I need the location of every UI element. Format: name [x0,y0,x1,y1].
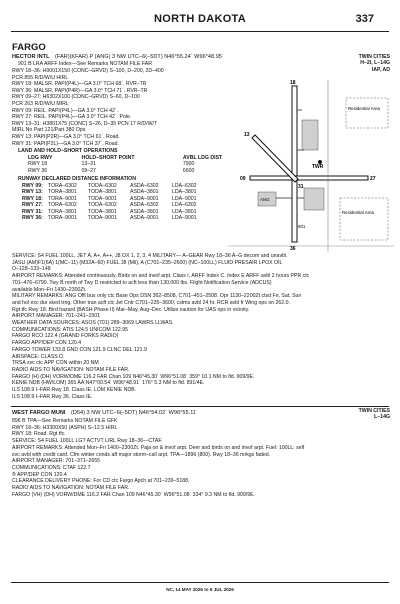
lahso-cell: 6600 [182,167,195,174]
declared-cell: ASDA–3801 [130,208,159,215]
lahso-cell: 7900 [182,161,195,168]
declared-cell: LDA–6302 [172,202,197,209]
rwy-line: RWY 27: REIL. PAPI(P4L)—GA 3.0° TCH 42´. Pole. [12,114,132,121]
declared-cell: LDA–3801 [172,208,197,215]
footer-date-range: NC, 14 MAY 2026 to 9 JUL 2026 [166,587,234,592]
declared-cell: TORA–3801 [48,189,77,196]
page-number: 337 [355,13,374,25]
lahso-header: HOLD–SHORT POINT [81,155,135,161]
region-label: TWIN CITIES [358,408,390,414]
declared-cell: LDA–6302 [172,183,197,189]
declared-cell: ASDA–3801 [130,189,159,196]
wf-line: RWY 18: Road. Rgt tfc. [12,431,66,438]
declared-cell: ASDA–6302 [130,202,159,209]
airport-diagram [228,80,394,252]
diagram-label: 31 [298,184,304,190]
remarks-line: and hol exc dur sked trng. Other tran acft ctc Jet Cntr C701–235–3600; cstms avbl 24 hr. RCR avbl fr Wing ops on 262.0. [12,299,290,306]
declared-cell: ASDA–9001 [130,195,159,202]
wf-line: ® APP/DEP CON 120.4 [12,471,67,478]
declared-cell: TODA–6302 [88,202,117,209]
declared-cell: RWY 18: [22,195,43,202]
wf-line: SERVICE: S4 FUEL 100LL LGT ACTVT LIRL Rwy 18–36—CTAF. [12,438,163,445]
header-rule [11,31,389,32]
hector-line2: 901 B LRA ARFF Index—See Remarks NOTAM FILE FAR [18,61,152,67]
wf-line: RADIO AIDS TO NAVIGATION: NOTAM FILE FAR. [12,485,130,492]
chart-label: H–2I, L–14G [360,60,390,67]
diagram-label: 09 [240,176,246,182]
remarks-line: available Mon–Fri 1430–2300Zt. [12,286,87,293]
rwy-line: RWY 09–27: H6302X100 (CONC–GRVD) S–60, D–100 [12,94,140,101]
info-line: AIRPORT MANAGER: 701–241–1501 [12,313,101,320]
diagram-label: Residential Area [348,106,380,111]
airport-title: WEST FARGO MUNI [12,410,66,416]
declared-cell: TODA–6302 [88,183,117,189]
rwy-line: RWY 18: MALSR. PAPI(P4L)—GA 3.0° TCH 68´. RVR–TR [12,81,147,88]
diagram-label: 36 [290,246,296,252]
wf-line: AIRPORT REMARKS: Attended Mon–Fri 1400–2300Zt. Paja on & invof arpt. Deer and birds on and invof arpt. Fuel: 100LL: self [12,444,305,451]
lahso-title: LAND AND HOLD–SHORT OPERATIONS [18,148,118,154]
rwy-line: RWY 36: MALSR. PAPI(P4R)—GA 3.0° TCH 71´. RVR–TR [12,87,148,94]
info-line: FARGO APP/DEP CON 120.4 [12,340,82,347]
info-line: COMMUNICATIONS: ATIS 124.5 UNICOM 122.95 [12,326,128,333]
west-fargo-block [12,418,392,498]
declared-distance-title: RUNWAY DECLARED DISTANCE INFORMATION [18,176,136,182]
wf-line: 896 B TPA—See Remarks NOTAM FILE GFK [12,418,118,424]
lahso-cell: RWY 36 [28,167,48,174]
declared-cell: TODA–3801 [88,208,117,215]
declared-cell: TORA–9001 [48,195,77,202]
diagram-label: ANG [260,197,270,202]
declared-cell: TODA–9001 [88,195,117,202]
declared-cell: TORA–3801 [48,208,77,215]
declared-cell: TORA–6302 [48,202,77,209]
declared-cell: ASDA–6302 [130,183,159,189]
rwy-line: MIRL No Part 121/Part 380 Ops [12,127,86,134]
apron [302,120,318,150]
declared-cell: TORA–9001 [48,215,77,222]
lahso-header: AVBL LDG DIST [182,155,223,161]
lahso-row [28,168,222,174]
declared-cell: RWY 27: [22,202,43,209]
airport-ident-line: (D54) 3 NW UTC–6(–5DT) N46°54.02´ W96°55.11´ [71,410,198,416]
diagram-label: 18 [290,80,296,86]
procedure-label: IAP, AD [371,66,390,73]
declared-cell: LDA–3801 [172,189,197,196]
lahso-cell: 13–31 [81,161,96,168]
declared-cell: LDA–9001 [172,195,197,202]
airport-ident-line: (FAR)(KFAR) P (ANG) 3 NW UTC–6(–5DT) N46°55.24´ W96°48.95´ [54,54,224,60]
region-label: TWIN CITIES [358,54,390,60]
rwy-line: PCR 263 R/D/W/U MIRL [12,100,69,107]
info-line: FARGO RCO 122.4 (GRAND FORKS RADIO) [12,333,119,340]
info-line: RADIO AIDS TO NAVIGATION: NOTAM FILE FAR. [12,366,130,373]
info-line: ILS 108.9 I–FAR Rwy 36. Class IE. [12,393,93,400]
airport-name-west-fargo [12,410,198,416]
declared-cell: TODA–3801 [88,189,117,196]
remarks-line: 701–476–6790. Twy B north of Twy D restricted to acft less than 130,000 lbs. Flight Notification Service (ADCUS) [12,279,272,286]
rwy-line: RWY 09: REIL. PAPI(P4L)—GA 3.0° TCH 42´. [12,107,119,114]
runway-18-36 [292,86,297,242]
declared-cell: RWY 13: [22,189,43,196]
declared-row [22,215,197,221]
diagram-label: Residential Area [342,210,374,215]
service-block [12,253,392,400]
declared-cell: TODA–9001 [88,215,117,222]
wf-line: AIRPORT MANAGER: 701–371–2655 [12,458,101,465]
city-name: FARGO [12,42,46,53]
service-line: JASU (AM)F1(6A) 1(MC–11) (M32A–60) FUEL J8 (Mil), A (C701–235–2600) (NC–100LL) FLUID PRESAIR LPOX OIL [12,259,283,266]
declared-cell: TORA–6302 [48,183,77,189]
info-line: FARGO (H) (DH) VORW/DME 116.2 FAR Chan 109 N46°45.30´ W96°51.08´ 359° 10.1 NM to fld. 909/9E. [12,373,255,380]
declared-cell: RWY 36: [22,215,43,222]
info-line: TRSA svc ctc APP CON within 20 NM [12,360,99,367]
wf-line: CLEARANCE DELIVERY PHONE: For CD ctc Fargo Apch at 701–239–5188. [12,478,190,485]
airport-name-hector [12,54,224,60]
wf-line: svc avbl with credit card. Cfm winter conds aft major storm–call arpt. TPA—1896 (800). Rwy 18–36 mrkgs faded. [12,451,271,458]
info-line: KENIE NDB (HW/LOM) 365 AA N47°00.54´ W96°48.91´ 176° 5.3 NM to fld. 891/4E. [12,380,205,387]
remarks-line: AIRPORT REMARKS: Attended continuously. Birds on and invof arpt. Class I, ARFF Index C. Index E ARFF avbl 2 hours PPR ctc [12,273,310,280]
declared-cell: RWY 31: [22,208,43,215]
rwy-line: RWY 13: PAPI(P2R)—GA 3.0° TCH 61´. Road. [12,133,120,140]
apron [304,188,324,210]
lahso-table [28,155,222,174]
rwy-line: RWY 18–36: H9001X150 (CONC–GRVD) S–100, D–200, 2D–400 [12,68,164,74]
info-line: ILS 108.9 I–FAR Rwy 18. Class IE. LOM KENIE NDB. [12,387,136,394]
wf-line: FARGO (VH) (DH) VORW/DME 116.2 FAR Chan 109 N46°45.30´ W96°51.08´ 334° 9.3 NM to fld. 909/9E. [12,491,256,498]
rwy-line: PCR 855 R/D/W/U HIRL [12,74,69,81]
lahso-header: LDG RWY [28,155,53,161]
lahso-cell: 09–27 [81,167,96,174]
footer-rule [11,582,389,583]
runway-09-27 [250,176,368,180]
declared-cell: RWY 09: [22,183,43,189]
declared-distance-table [22,183,197,221]
runway-block [12,68,164,147]
hector-region-block [359,54,390,73]
remarks-line: Rgt tfc Rwy 18. Bird hazard (BASH Phase II) Mar–May, Aug–Dec. Utilize caution for UAS ops in vicinity. [12,306,250,313]
diagram-label: TWR [312,164,324,170]
diagram-label: 901 [298,224,306,229]
declared-cell: LDA–9001 [172,215,197,222]
wf-line: RWY 18–36: H3300X50 (ASPH) S–12.5 HIRL [12,424,118,431]
service-line: O–128–133–148 [12,266,51,273]
diagram-label: 27 [370,176,376,182]
rwy-line: RWY 31: PAPI(P2L)—GA 3.0° TCH 37´. Road. [12,140,119,147]
chart-label: L–14G [374,414,390,421]
remarks-line: MILITARY REMARKS: ANG Offl bus only ctc Base Ops DSN 362–8508, C701–451–2508. Opr 1130–2200Zt ctsd Fri, Sat, Sun [12,293,302,300]
state-title: NORTH DAKOTA [154,13,246,25]
info-line: FARGO TOWER 133.8 GND CON 121.9 CLNC DEL 121.9 [12,346,147,353]
wf-line: COMMUNICATIONS: CTAF 122.7 [12,464,91,471]
rwy-line: RWY 13–31: H3801X75 (CONC) S–26, D–35 PCN 17 R/D/W/T [12,120,158,127]
declared-cell: ASDA–9001 [130,215,159,222]
section-divider [11,406,389,407]
lahso-cell: RWY 18 [28,161,48,168]
diagram-label: 13 [244,132,250,138]
info-line: AIRSPACE: CLASS D. [12,353,65,360]
info-line: WEATHER DATA SOURCES: ASOS (701) 289–3069 LAWRS LLWAS. [12,320,174,327]
service-line: SERVICE: S4 FUEL 100LL, JET A, A+, A++, J8 OX 1, 2, 3, 4 MILITARY— A–GEAR Rwy 18–36 A–G decom and unavbl. [12,253,288,259]
airport-title: HECTOR INTL [12,54,50,60]
